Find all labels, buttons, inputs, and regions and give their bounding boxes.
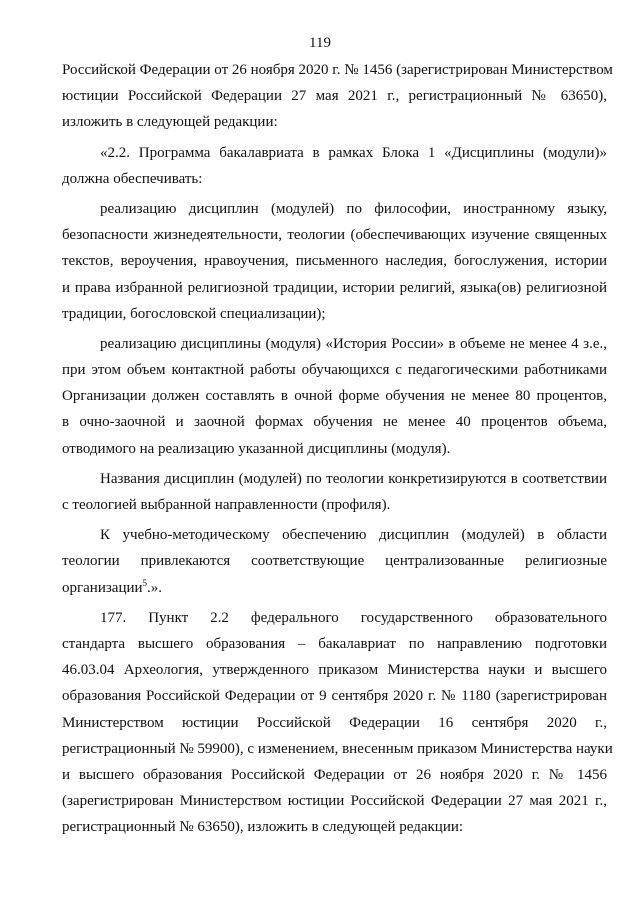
document-body [62,57,613,840]
text-line: 177. Пункт 2.2 федерального государственного образовательного [100,609,607,626]
text-line: «2.2. Программа бакалавриата в рамках Блока 1 «Дисциплины (модули)» [100,144,607,161]
text-line: текстов, вероучения, нравоучения, письменного наследия, богослужения, истории [62,253,607,270]
text-line: (зарегистрирован Министерством юстиции Российской Федерации 27 мая 2021 г., [62,793,607,810]
text-line: реализацию дисциплин (модулей) по философии, иностранному языку, [100,200,607,217]
text-line: изложить в следующей редакции: [62,114,278,131]
text-line: 46.03.04 Археология, утвержденного приказом Министерства науки и высшего [62,662,607,679]
text-line: должна обеспечивать: [62,170,203,187]
page-number: 119 [309,35,331,51]
paragraph [62,522,607,601]
text-line: теологии привлекаются соответствующие централизованные религиозные [62,553,607,570]
text-line [62,575,607,601]
text-line: реализацию дисциплины (модуля) «История России» в объеме не менее 4 з.е., [100,335,607,352]
text-line: в очно-заочной и заочной формах обучения не менее 40 процентов объема, [62,414,607,431]
text-line: стандарта высшего образования – бакалавриат по направлению подготовки [62,635,607,652]
paragraph [62,196,607,327]
text-line: безопасности жизнедеятельности, теологии (обеспечивающих изучение священных [62,227,607,244]
text-line: при этом объем контактной работы обучающихся с педагогическими работниками [62,362,607,379]
footnote-reference: 5 [142,577,148,588]
paragraph [62,57,613,136]
paragraph [62,605,613,841]
text-span: организации [62,579,143,596]
text-line: образования Российской Федерации от 9 сентября 2020 г. № 1180 (зарегистрирован [62,688,607,705]
text-line: Названия дисциплин (модулей) по теологии конкретизируются в соответствии [100,470,607,487]
text-span: .». [147,579,163,596]
text-line: Организации должен составлять в очной форме обучения не менее 80 процентов, [62,388,607,405]
text-line: и права избранной религиозной традиции, истории религий, языка(ов) религиозной [62,279,607,296]
paragraph [62,140,607,192]
paragraph [62,466,607,518]
text-line: Министерством юстиции Российской Федерации 16 сентября 2020 г., [62,714,607,731]
text-line: с теологией выбранной направленности (профиля). [62,497,391,513]
text-line: отводимого на реализацию указанной дисциплины (модуля). [62,440,451,457]
text-line: и высшего образования Российской Федерации от 26 ноября 2020 г. № 1456 [62,766,607,783]
text-line: традиции, богословской специализации); [62,305,326,322]
text-line: юстиции Российской Федерации 27 мая 2021 г., регистрационный № 63650), [62,88,607,105]
text-line: К учебно-методическому обеспечению дисциплин (модулей) в области [100,527,607,544]
text-line: Российской Федерации от 26 ноября 2020 г. № 1456 (зарегистрирован Министерством [62,62,613,78]
text-line: регистрационный № 59900), с изменением, внесенным приказом Министерства науки [62,740,613,757]
text-line: регистрационный № 63650), изложить в следующей редакции: [62,819,464,836]
paragraph [62,331,607,462]
